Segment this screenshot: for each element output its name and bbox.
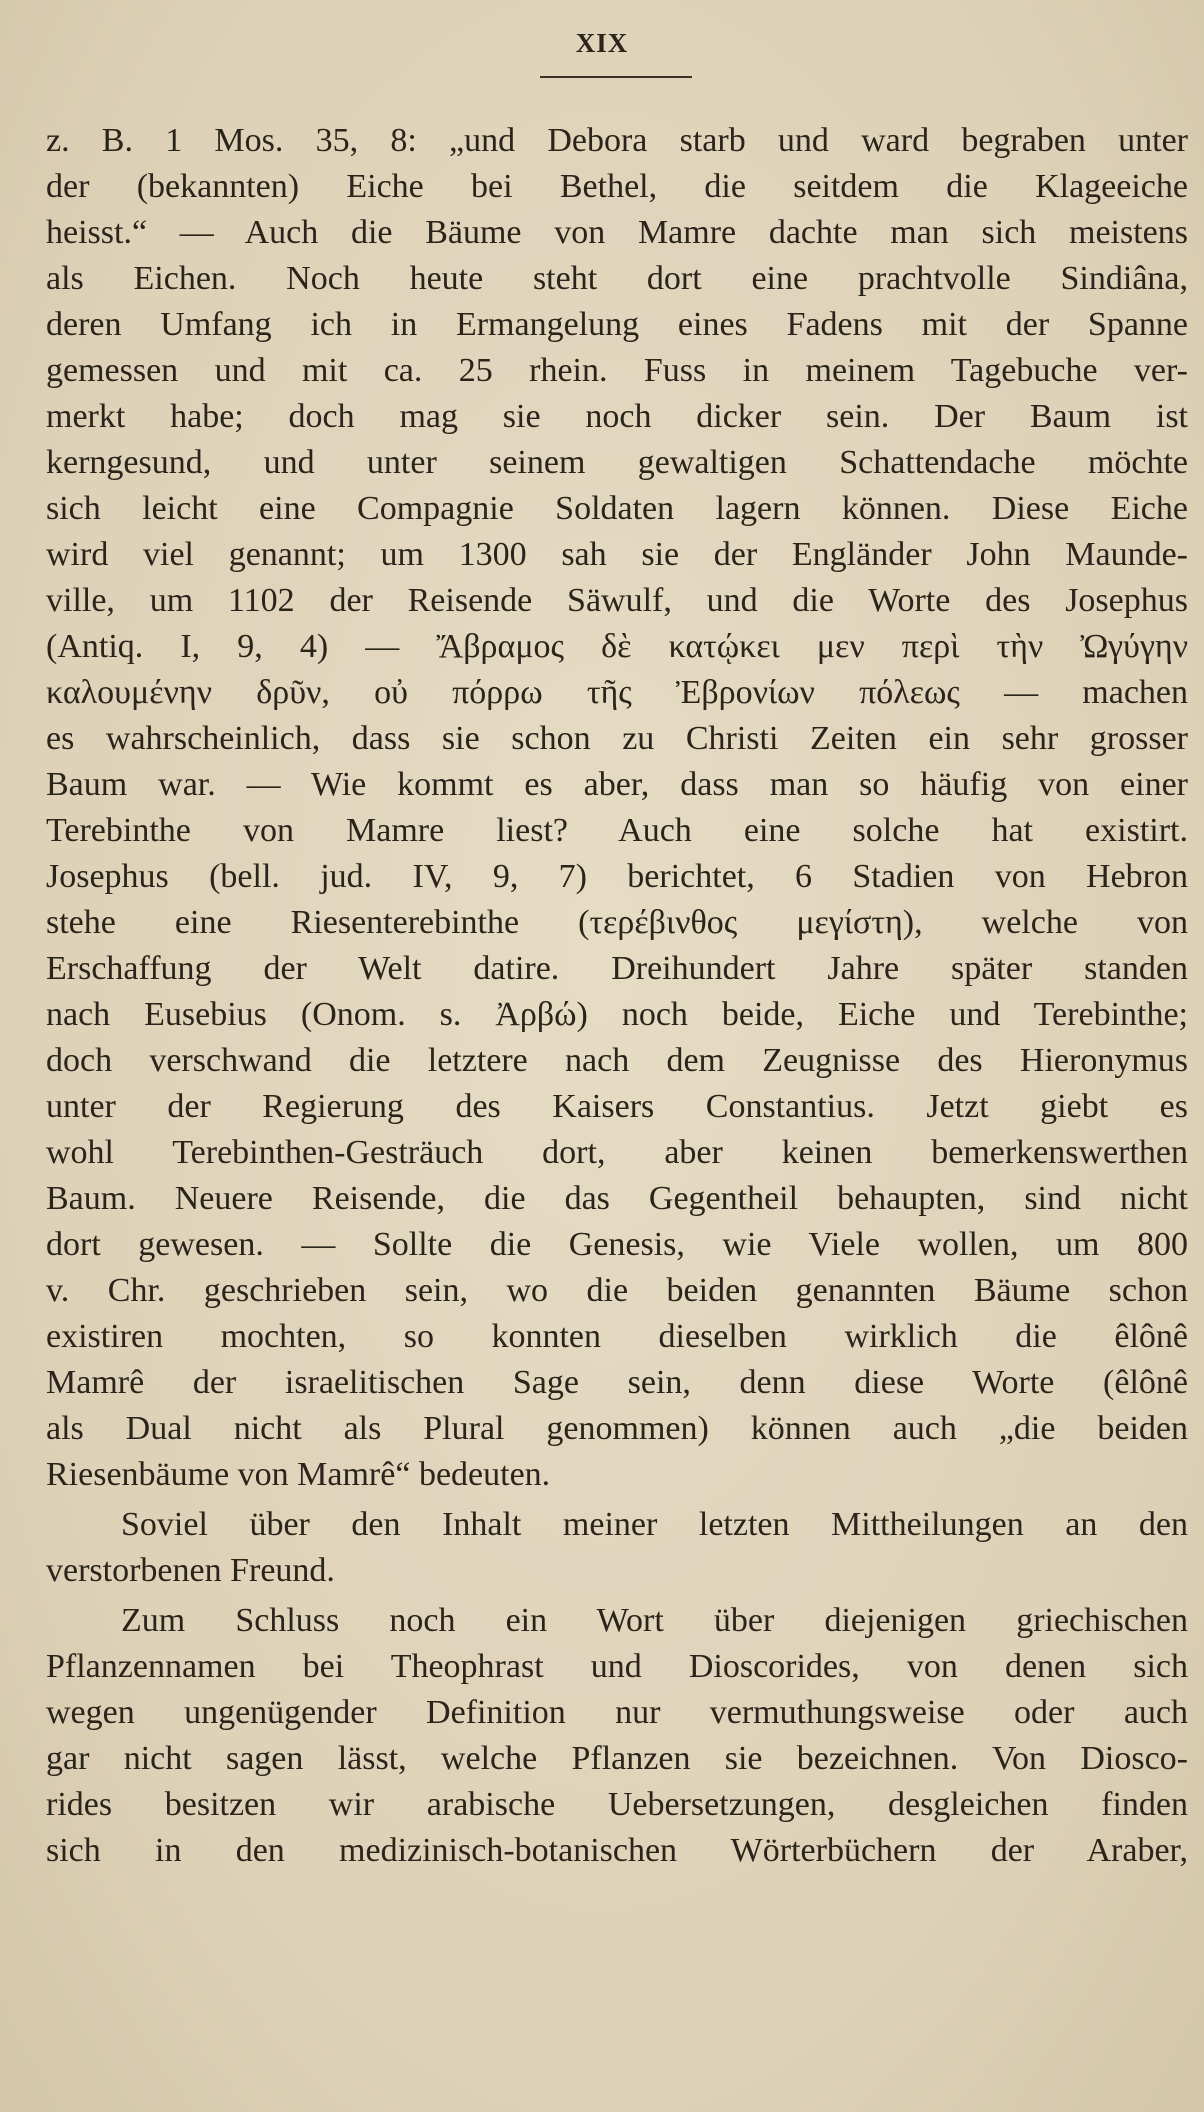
paragraph-3 [46,1598,1188,1874]
body-text [46,118,1188,1874]
text-line: ville, um 1102 der Reisende Säwulf, und die Worte des Josephus [46,582,1188,619]
paragraph-2 [46,1502,1188,1594]
text-line: Josephus (bell. jud. IV, 9, 7) berichtet, 6 Stadien von Hebron [46,858,1188,895]
text-line: deren Umfang ich in Ermangelung eines Fadens mit der Spanne [46,306,1188,343]
paragraph-1 [46,118,1188,1498]
text-line: kerngesund, und unter seinem gewaltigen Schattendache möchte [46,444,1188,481]
text-line: merkt habe; doch mag sie noch dicker sein. Der Baum ist [46,398,1188,435]
text-line: doch verschwand die letztere nach dem Zeugnisse des Hieronymus [46,1042,1188,1079]
text-line: Baum. Neuere Reisende, die das Gegentheil behaupten, sind nicht [46,1180,1188,1217]
text-line: v. Chr. geschrieben sein, wo die beiden genannten Bäume schon [46,1272,1188,1309]
text-line: Zum Schluss noch ein Wort über diejenigen griechischen [121,1602,1188,1639]
text-line: Erschaffung der Welt datire. Dreihundert Jahre später standen [46,950,1188,987]
page-number: XIX [575,28,629,58]
text-line: nach Eusebius (Onom. s. Ἀρβώ) noch beide, Eiche und Terebinthe; [46,996,1188,1033]
text-line: Terebinthe von Mamre liest? Auch eine solche hat existirt. [46,812,1188,849]
text-line: als Eichen. Noch heute steht dort eine prachtvolle Sindiâna, [46,260,1188,297]
text-line: existiren mochten, so konnten dieselben wirklich die êlônê [46,1318,1188,1355]
text-line: der (bekannten) Eiche bei Bethel, die seitdem die Klageeiche [46,168,1188,205]
text-line: stehe eine Riesenterebinthe (τερέβινθος μεγίστη), welche von [46,904,1188,941]
text-line: unter der Regierung des Kaisers Constantius. Jetzt giebt es [46,1088,1188,1125]
header-rule [540,76,692,78]
text-line: Pflanzennamen bei Theophrast und Dioscorides, von denen sich [46,1648,1188,1685]
text-line: Mamrê der israelitischen Sage sein, denn diese Worte (êlônê [46,1364,1188,1401]
text-line: rides besitzen wir arabische Uebersetzungen, desgleichen finden [46,1786,1188,1823]
text-line: dort gewesen. — Sollte die Genesis, wie Viele wollen, um 800 [46,1226,1188,1263]
text-line: Baum war. — Wie kommt es aber, dass man so häufig von einer [46,766,1188,803]
text-line: es wahrscheinlich, dass sie schon zu Christi Zeiten ein sehr grosser [46,720,1188,757]
text-line: gemessen und mit ca. 25 rhein. Fuss in meinem Tagebuche ver- [46,352,1188,389]
text-line: wegen ungenügender Definition nur vermuthungsweise oder auch [46,1694,1188,1731]
text-line: gar nicht sagen lässt, welche Pflanzen sie bezeichnen. Von Diosco- [46,1740,1188,1777]
page-header [0,28,1204,59]
text-line: wohl Terebinthen-Gesträuch dort, aber keinen bemerkenswerthen [46,1134,1188,1171]
text-line: wird viel genannt; um 1300 sah sie der Engländer John Maunde- [46,536,1188,573]
text-line: als Dual nicht als Plural genommen) können auch „die beiden [46,1410,1188,1447]
text-line-greek-quote: καλουμένην δρῦν, οὐ πόρρω τῆς Ἐβρονίων πόλεως — machen [46,674,1188,711]
text-line-greek-quote: (Antiq. I, 9, 4) — Ἄβραμος δὲ κατῴκει μεν περὶ τὴν Ὠγύγην [46,628,1188,665]
text-line: sich in den medizinisch-botanischen Wörterbüchern der Araber, [46,1832,1188,1869]
text-line: sich leicht eine Compagnie Soldaten lagern können. Diese Eiche [46,490,1188,527]
text-line: Riesenbäume von Mamrê“ bedeuten. [46,1456,551,1493]
text-line: z. B. 1 Mos. 35, 8: „und Debora starb und ward begraben unter [46,122,1188,159]
text-line: Soviel über den Inhalt meiner letzten Mittheilungen an den [121,1506,1188,1543]
text-line: heisst.“ — Auch die Bäume von Mamre dachte man sich meistens [46,214,1188,251]
text-line: verstorbenen Freund. [46,1552,335,1589]
